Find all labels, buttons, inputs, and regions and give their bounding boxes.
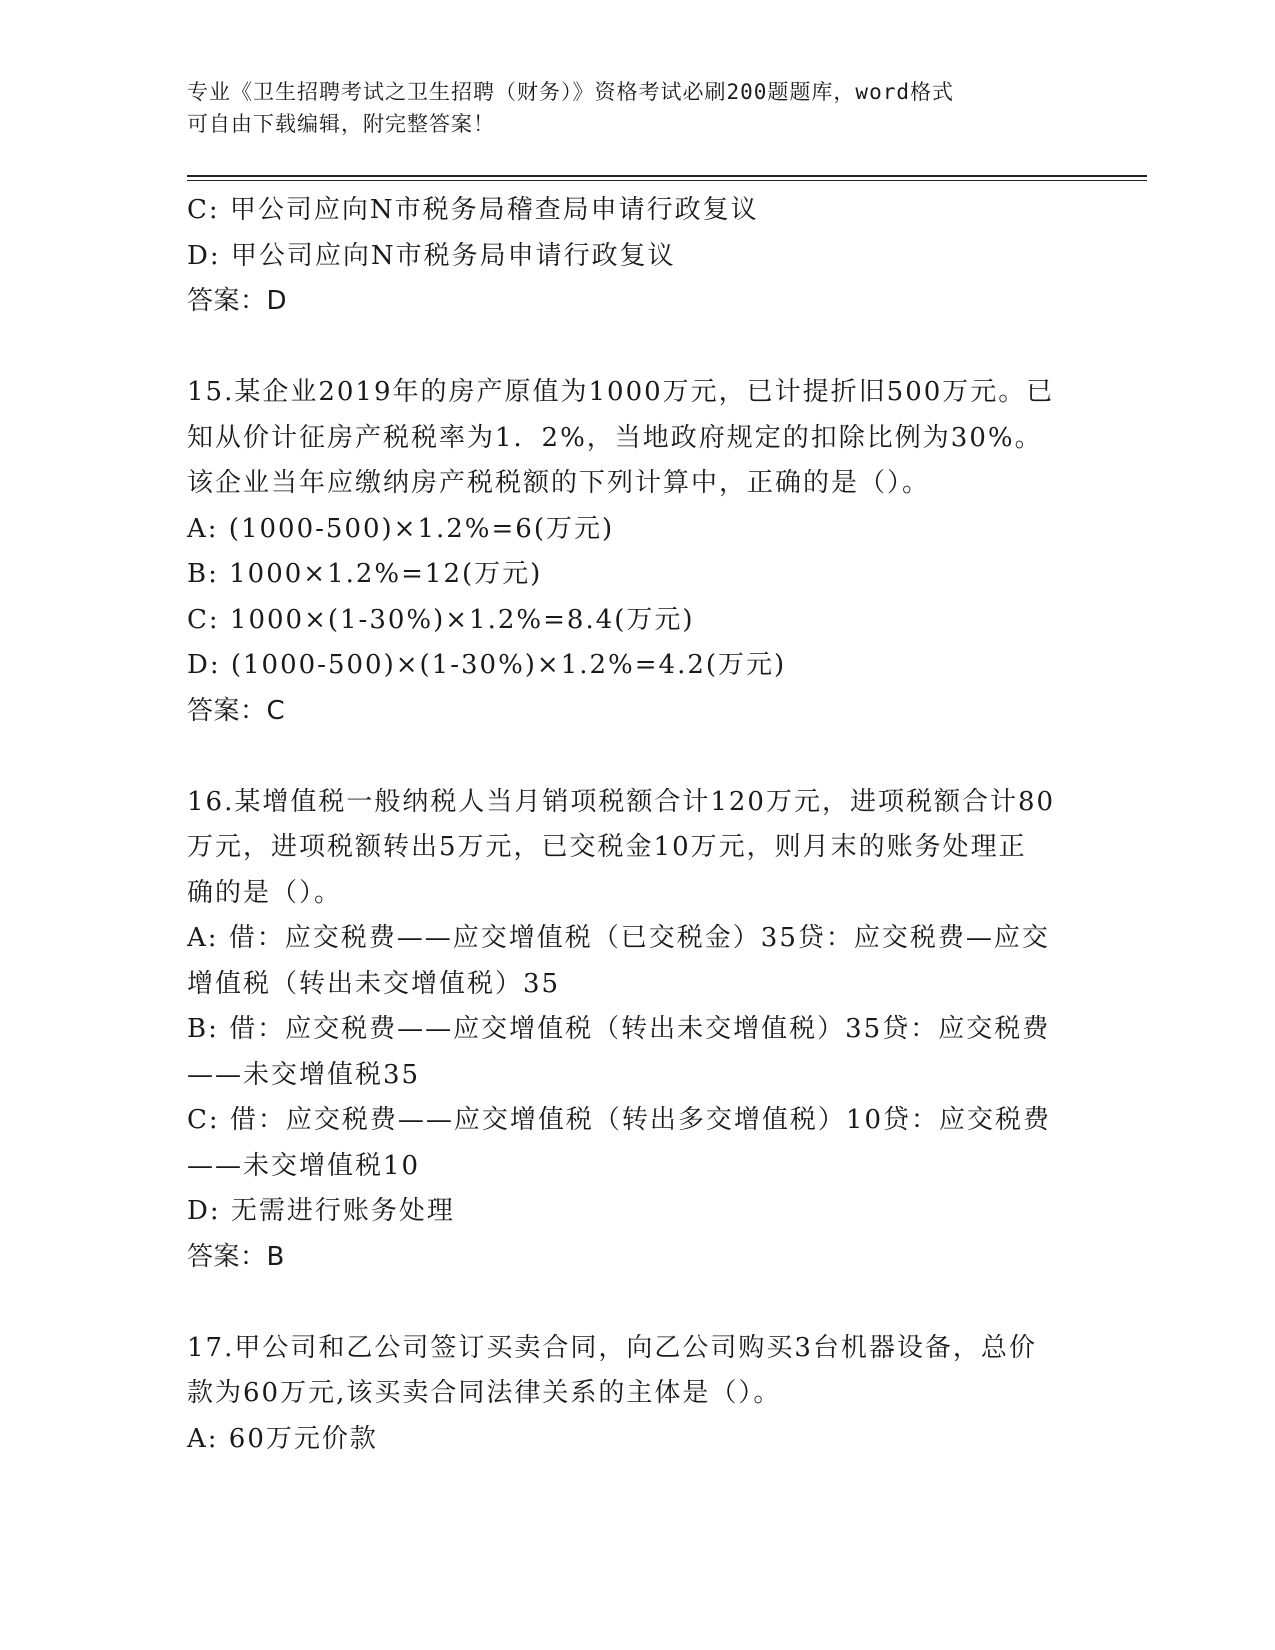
question-stem-line: 确的是（）。 <box>187 877 343 908</box>
option-line: A: (1000-500)×1.2%=6(万元) <box>187 513 615 544</box>
option-line: D: (1000-500)×(1-30%)×1.2%=4.2(万元) <box>187 650 787 680</box>
question-17 <box>187 1326 1087 1463</box>
option-line: B: 借：应交税费——应交增值税（转出未交增值税）35贷：应交税费 <box>187 1014 1051 1044</box>
question-16 <box>187 780 1087 1281</box>
option-line: A: 60万元价款 <box>187 1423 378 1454</box>
spacer <box>187 325 1087 371</box>
option-line: A: 借：应交税费——应交增值税（已交税金）35贷：应交税费—应交 <box>187 923 1050 953</box>
question-stem-line: 万元，进项税额转出5万元，已交税金10万元，则月末的账务处理正 <box>187 832 1027 862</box>
option-line: ——未交增值税10 <box>187 1150 421 1181</box>
question-stem-line: 知从价计征房产税税率为1．2%，当地政府规定的扣除比例为30%。 <box>187 422 1043 453</box>
header-line-2: 可自由下载编辑，附完整答案！ <box>187 112 495 136</box>
header-divider-thin <box>187 180 1147 181</box>
header-line-1: 专业《卫生招聘考试之卫生招聘（财务）》资格考试必刷200题题库，word格式 <box>187 80 954 104</box>
option-line: D: 无需进行账务处理 <box>187 1196 455 1226</box>
option-line: 增值税（转出未交增值税）35 <box>187 968 561 999</box>
option-line: ——未交增值税35 <box>187 1059 421 1090</box>
option-line: D: 甲公司应向N市税务局申请行政复议 <box>187 240 676 271</box>
previous-question-block <box>187 188 1087 325</box>
question-stem-line: 15.某企业2019年的房产原值为1000万元，已计提折旧500万元。已 <box>187 377 1055 407</box>
option-line: B: 1000×1.2%=12(万元) <box>187 559 543 589</box>
question-stem-line: 该企业当年应缴纳房产税税额的下列计算中，正确的是（）。 <box>187 468 931 498</box>
option-line: C: 甲公司应向N市税务局稽查局申请行政复议 <box>187 195 759 225</box>
question-stem-line: 款为60万元,该买卖合同法律关系的主体是（）。 <box>187 1378 782 1408</box>
answer-line: 答案：D <box>187 286 288 316</box>
question-stem-line: 16.某增值税一般纳税人当月销项税额合计120万元，进项税额合计80 <box>187 786 1056 817</box>
option-line: C: 1000×(1-30%)×1.2%=8.4(万元) <box>187 604 695 635</box>
spacer <box>187 734 1087 780</box>
answer-line: 答案：C <box>187 695 286 726</box>
question-content <box>187 188 1087 1462</box>
document-header <box>187 76 1087 140</box>
question-stem-line: 17.甲公司和乙公司签订买卖合同，向乙公司购买3台机器设备，总价 <box>187 1332 1037 1363</box>
answer-line: 答案：B <box>187 1241 285 1272</box>
question-15 <box>187 370 1087 734</box>
header-divider-thick <box>187 175 1147 177</box>
option-line: C: 借：应交税费——应交增值税（转出多交增值税）10贷：应交税费 <box>187 1105 1052 1135</box>
spacer <box>187 1280 1087 1326</box>
